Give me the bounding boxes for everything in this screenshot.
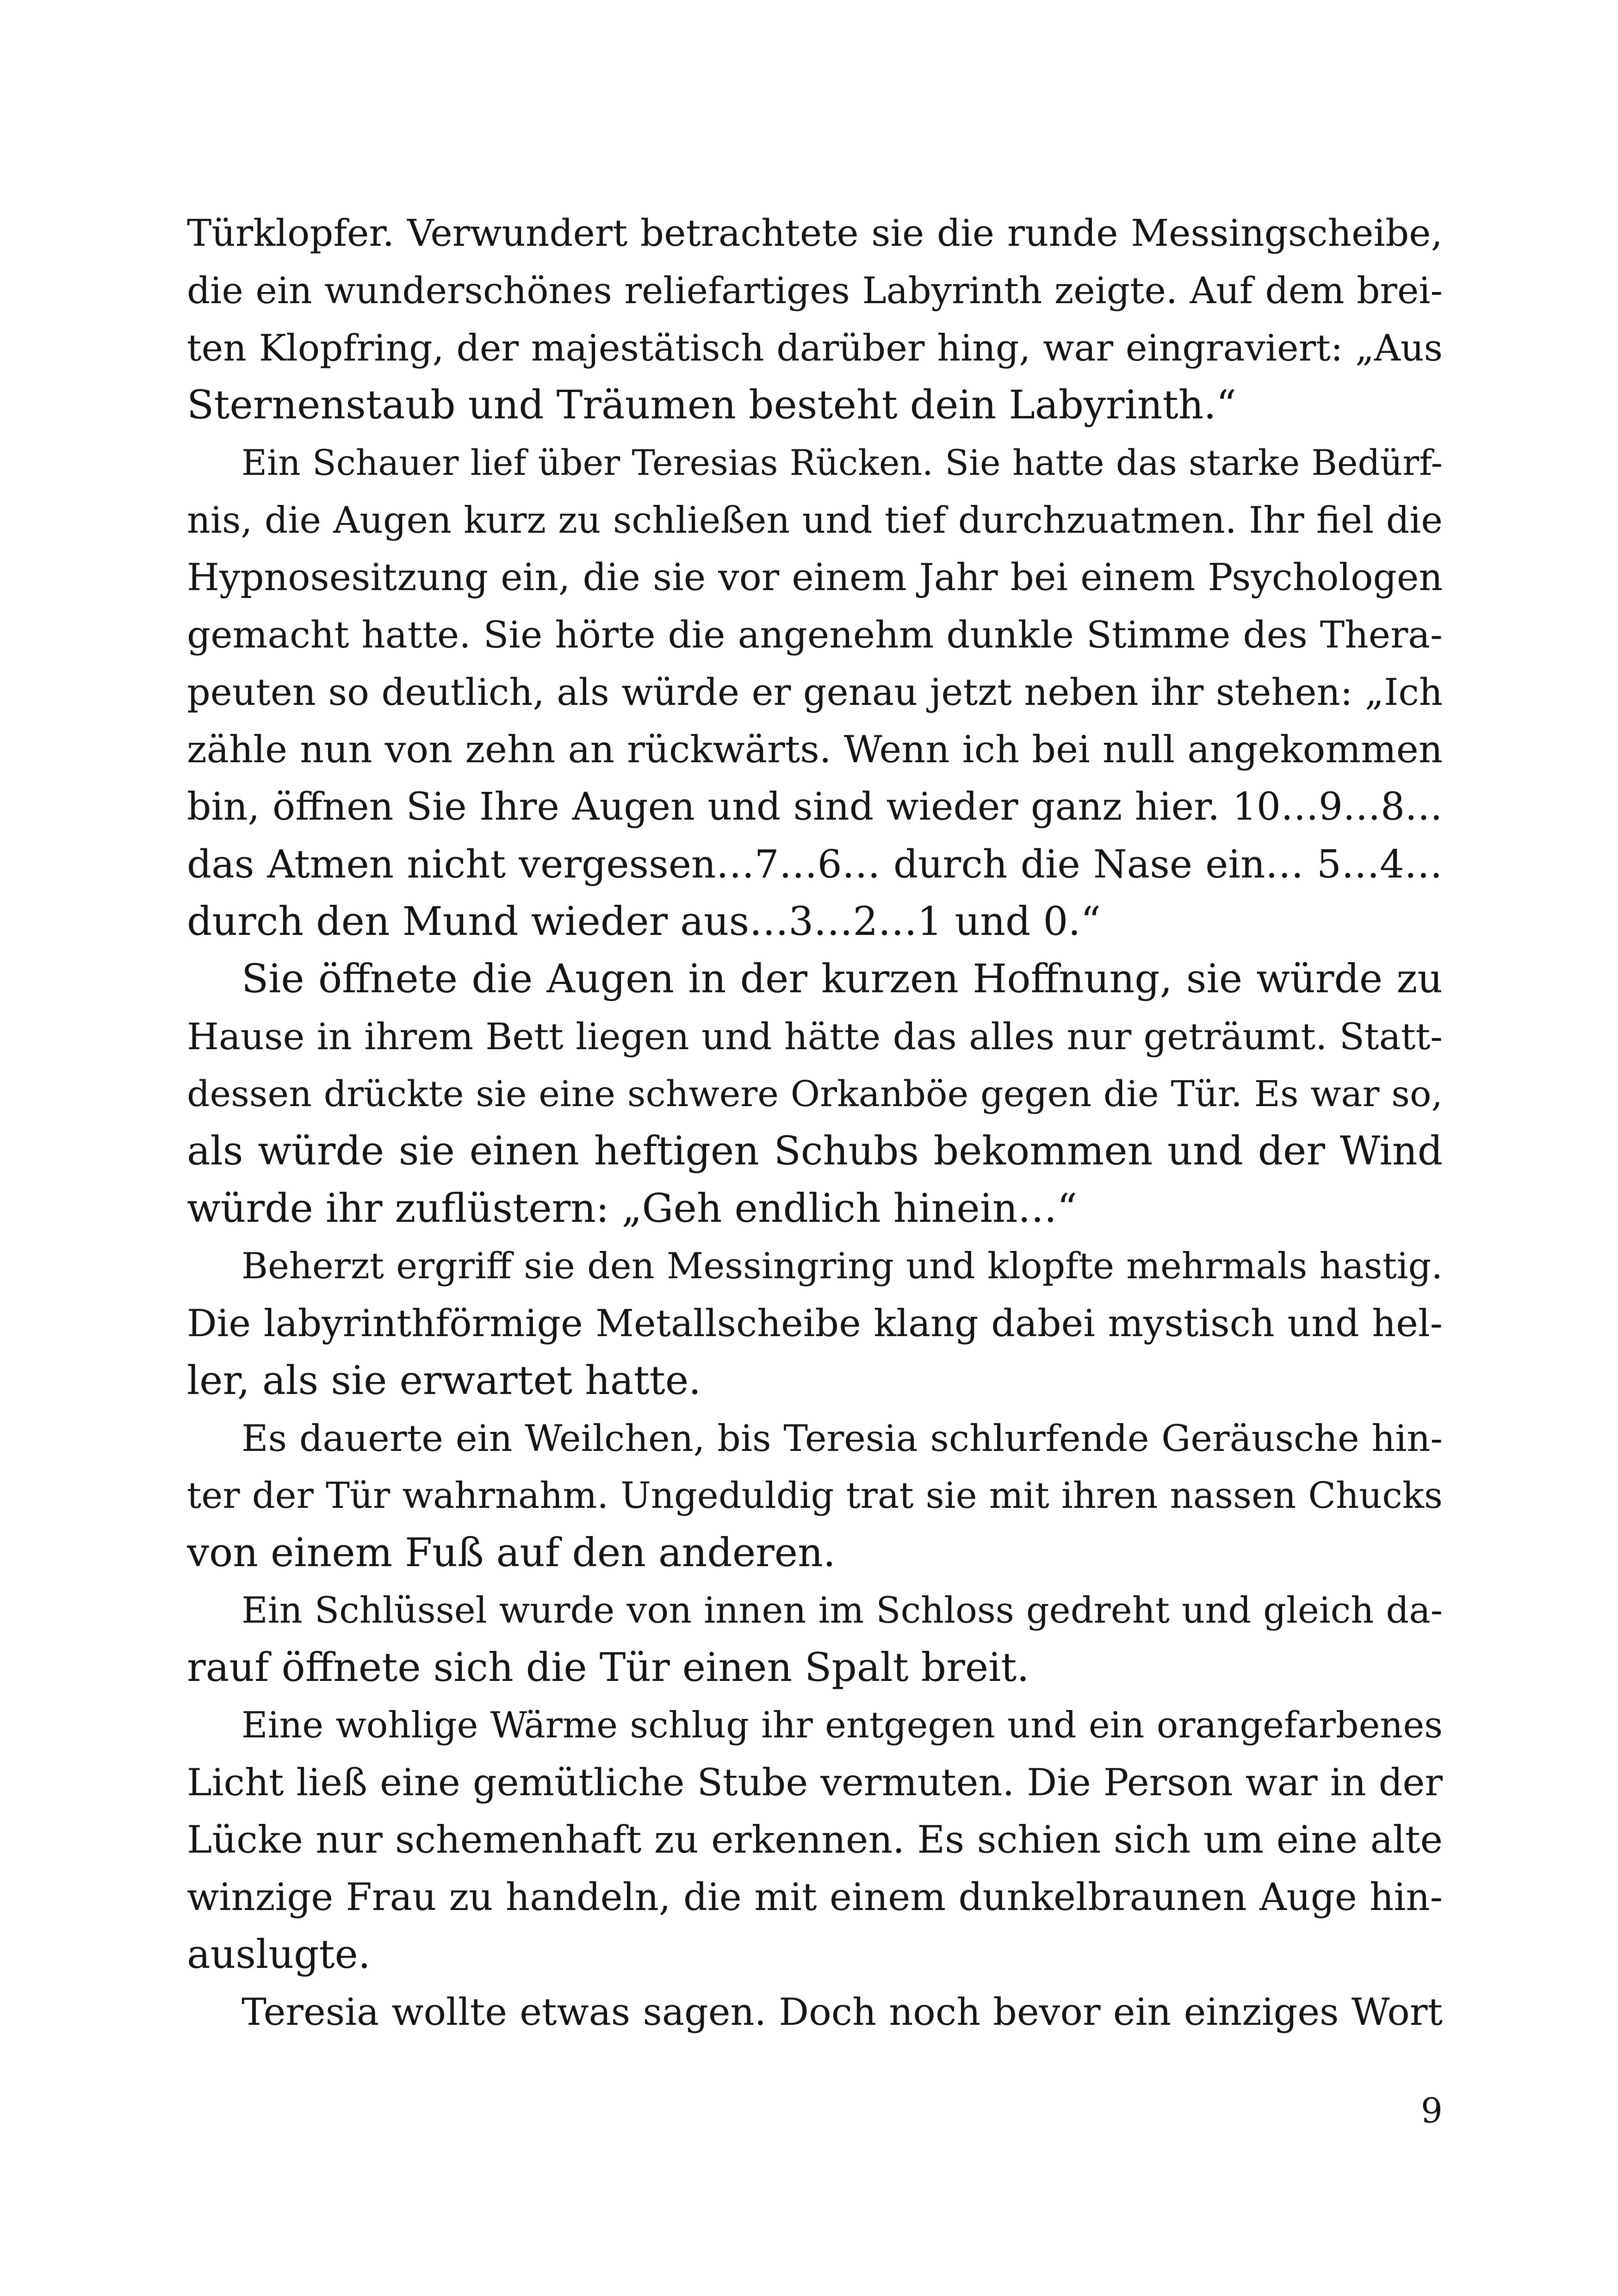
text-line: nis, die Augen kurz zu schließen und tief durchzuatmen. Ihr fiel die (187, 499, 1443, 541)
body-text (187, 205, 1443, 2041)
text-line: auslugte. (187, 1932, 371, 1978)
text-line: Hause in ihrem Bett liegen und hätte das alles nur geträumt. Statt- (187, 1015, 1443, 1058)
text-line: ten Klopfring, der majestätisch darüber hing, war eingraviert: „Aus (187, 327, 1443, 369)
text-line: das Atmen nicht vergessen…7…6… durch die Nase ein… 5…4… (187, 842, 1443, 887)
text-line: gemacht hatte. Sie hörte die angenehm dunkle Stimme des Thera- (187, 613, 1443, 656)
text-line: ter der Tür wahrnahm. Ungeduldig trat sie mit ihren nassen Chucks (187, 1475, 1443, 1517)
text-line: Ein Schlüssel wurde von innen im Schloss gedreht und gleich da- (242, 1590, 1443, 1631)
text-line: Beherzt ergriff sie den Messingring und klopfte mehrmals hastig. (242, 1245, 1443, 1287)
text-line: Licht ließ eine gemütliche Stube vermuten. Die Person war in der (187, 1761, 1443, 1804)
text-line: würde ihr zuflüstern: „Geh endlich hinein…“ (187, 1186, 1078, 1232)
text-line: ler, als sie erwartet hatte. (187, 1358, 701, 1404)
text-line: durch den Mund wieder aus…3…2…1 und 0.“ (187, 899, 1101, 945)
text-line: Lücke nur schemenhaft zu erkennen. Es schien sich um eine alte (187, 1818, 1443, 1862)
text-line: Teresia wollte etwas sagen. Doch noch bevor ein einziges Wort (242, 1991, 1443, 2034)
text-line: von einem Fuß auf den anderen. (187, 1530, 836, 1576)
text-line: Eine wohlige Wärme schlug ihr entgegen und ein orangefarbenes (242, 1705, 1443, 1746)
text-line: dessen drückte sie eine schwere Orkanböe gegen die Tür. Es war so, (187, 1073, 1443, 1115)
text-line: rauf öffnete sich die Tür einen Spalt breit. (187, 1645, 1029, 1691)
text-line: Hypnosesitzung ein, die sie vor einem Jahr bei einem Psychologen (187, 556, 1443, 599)
text-line: Türklopfer. Verwundert betrachtete sie die runde Messingscheibe, (187, 212, 1443, 255)
text-line: als würde sie einen heftigen Schubs bekommen und der Wind (187, 1128, 1443, 1174)
text-line: peuten so deutlich, als würde er genau jetzt neben ihr stehen: „Ich (187, 671, 1443, 714)
text-line: zähle nun von zehn an rückwärts. Wenn ich bei null angekommen (187, 728, 1443, 772)
text-line: Die labyrinthförmige Metallscheibe klang dabei mystisch und hel- (187, 1302, 1443, 1345)
text-line: Sie öffnete die Augen in der kurzen Hoffnung, sie würde zu (242, 956, 1443, 1002)
text-line: die ein wunderschönes reliefartiges Labyrinth zeigte. Auf dem brei- (187, 269, 1443, 312)
text-line: Sternenstaub und Träumen besteht dein Labyrinth.“ (187, 382, 1236, 428)
page-number: 9 (1420, 2091, 1443, 2131)
text-line: Es dauerte ein Weilchen, bis Teresia schlurfende Geräusche hin- (242, 1417, 1443, 1460)
text-line: Ein Schauer lief über Teresias Rücken. Sie hatte das starke Bedürf- (242, 442, 1443, 483)
text-line: bin, öffnen Sie Ihre Augen und sind wieder ganz hier. 10…9…8… (187, 785, 1443, 829)
text-line: winzige Frau zu handeln, die mit einem dunkelbraunen Auge hin- (187, 1876, 1443, 1919)
